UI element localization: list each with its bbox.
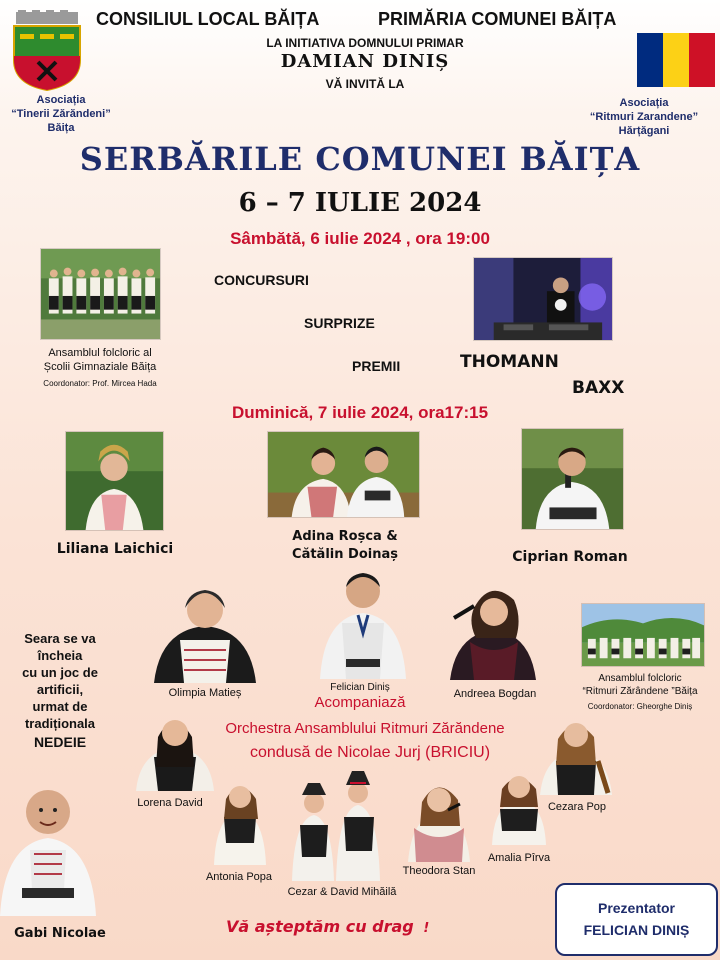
initiative-text: LA INITIATIVA DOMNULUI PRIMAR — [266, 36, 464, 50]
cezar-david-figure — [290, 765, 382, 881]
felician-name: Felician Diniș — [330, 682, 390, 693]
sunday-heading: Duminică, 7 iulie 2024, ora17:15 — [231, 403, 489, 422]
felician-figure — [318, 563, 408, 679]
school-ensemble-caption-2: Școlii Gimnaziale Băița — [43, 361, 157, 373]
evening-note-line: încheia — [37, 648, 83, 663]
highlight-prizes: PREMII — [352, 358, 401, 374]
lorena-figure — [134, 707, 216, 791]
welcome-text: Vă așteptăm cu drag — [226, 917, 414, 936]
antonia-name: Antonia Popa — [205, 871, 273, 883]
event-title: SERBĂRILE COMUNEI BĂIȚA — [79, 140, 641, 178]
gabi-name: Gabi Nicolae — [14, 926, 106, 941]
accompanies-label: Acompaniază — [314, 694, 406, 711]
nedeie-label: NEDEIE — [33, 734, 87, 750]
ritmuri-caption-1: Ansamblul folcloric — [598, 673, 682, 684]
dj-name-line-2: BAXX — [572, 378, 625, 398]
ritmuri-ensemble-caption — [560, 672, 720, 713]
andreea-name: Andreea Bogdan — [453, 688, 537, 700]
cezar-david-name: Cezar & David Mihăilă — [287, 886, 397, 898]
highlight-contests: CONCURSURI — [214, 272, 309, 288]
highlight-surprises: SURPRIZE — [304, 315, 375, 331]
association-left-name: “Tinerii Zărăndeni” — [11, 108, 111, 120]
association-right-label: Asociația — [619, 97, 669, 109]
association-left-place: Băița — [47, 122, 75, 134]
dj-name-line-1: THOMANN — [460, 352, 559, 372]
welcome-message — [226, 917, 429, 936]
presenter-name: FELICIAN DINIȘ — [583, 922, 690, 938]
association-right-name: “Ritmuri Zarandene” — [589, 111, 699, 123]
school-ensemble-caption — [20, 346, 180, 391]
andreea-figure — [444, 578, 540, 680]
evening-note-line: tradiționala — [24, 716, 96, 731]
presenter-box — [555, 883, 718, 956]
dj-photo — [473, 257, 613, 341]
antonia-figure — [210, 773, 270, 865]
ciprian-photo — [521, 428, 624, 530]
flag-blue — [637, 33, 663, 87]
orchestra-line-1: Orchestra Ansamblului Ritmuri Zărăndene — [225, 720, 505, 737]
event-dates: 6 – 7 IULIE 2024 — [238, 188, 482, 218]
association-right-place: Hărțăgani — [618, 125, 670, 137]
amalia-name: Amalia Pîrva — [487, 852, 551, 864]
liliana-name: Liliana Laichici — [56, 541, 174, 557]
cezara-figure — [538, 711, 614, 795]
evening-note-line: urmat de — [32, 699, 88, 714]
invites-text: VĂ INVITĂ LA — [325, 77, 405, 91]
ritmuri-caption-2: “Ritmuri Zărândene ”Băița — [582, 686, 698, 697]
association-left-label: Asociația — [36, 94, 86, 106]
adina-catalin-name — [260, 528, 430, 564]
presenter-label: Prezentator — [597, 900, 676, 916]
saturday-heading: Sâmbătă, 6 iulie 2024 , ora 19:00 — [230, 229, 490, 248]
coat-of-arms-icon — [10, 10, 84, 92]
association-left — [0, 93, 122, 135]
school-ensemble-photo — [40, 248, 161, 340]
mayor-name: DAMIAN DINIȘ — [280, 51, 450, 72]
welcome-mark: ! — [423, 921, 430, 936]
gabi-figure — [0, 780, 96, 916]
association-right — [570, 96, 718, 138]
town-hall-title: PRIMĂRIA COMUNEI BĂIȚA — [378, 9, 617, 29]
evening-note-line: cu un joc de — [22, 665, 98, 680]
adina-name: Adina Roșca & — [292, 529, 398, 544]
evening-note-line: artificii, — [36, 682, 84, 697]
ritmuri-coordinator: Coordonator: Gheorghe Diniș — [587, 702, 693, 711]
theodora-figure — [404, 776, 474, 862]
orchestra-line-2: condusă de Nicolae Jurj (BRICIU) — [249, 744, 491, 761]
school-ensemble-coordinator: Coordonator: Prof. Mircea Hada — [43, 379, 157, 388]
evening-note — [8, 630, 112, 751]
council-title: CONSILIUL LOCAL BĂIȚA — [96, 9, 320, 29]
olimpia-figure — [150, 580, 260, 683]
evening-note-line: Seara se va — [24, 631, 96, 646]
ciprian-name: Ciprian Roman — [512, 549, 628, 565]
romanian-flag-icon — [637, 33, 715, 87]
liliana-photo — [65, 431, 164, 531]
olimpia-name: Olimpia Matieș — [168, 687, 242, 699]
adina-catalin-photo — [267, 431, 420, 518]
lorena-name: Lorena David — [137, 797, 203, 809]
ritmuri-ensemble-photo — [581, 603, 705, 667]
cezara-name: Cezara Pop — [547, 801, 607, 813]
theodora-name: Theodora Stan — [402, 865, 476, 877]
catalin-name: Cătălin Doinaș — [292, 547, 398, 562]
school-ensemble-caption-1: Ansamblul folcloric al — [48, 347, 152, 359]
